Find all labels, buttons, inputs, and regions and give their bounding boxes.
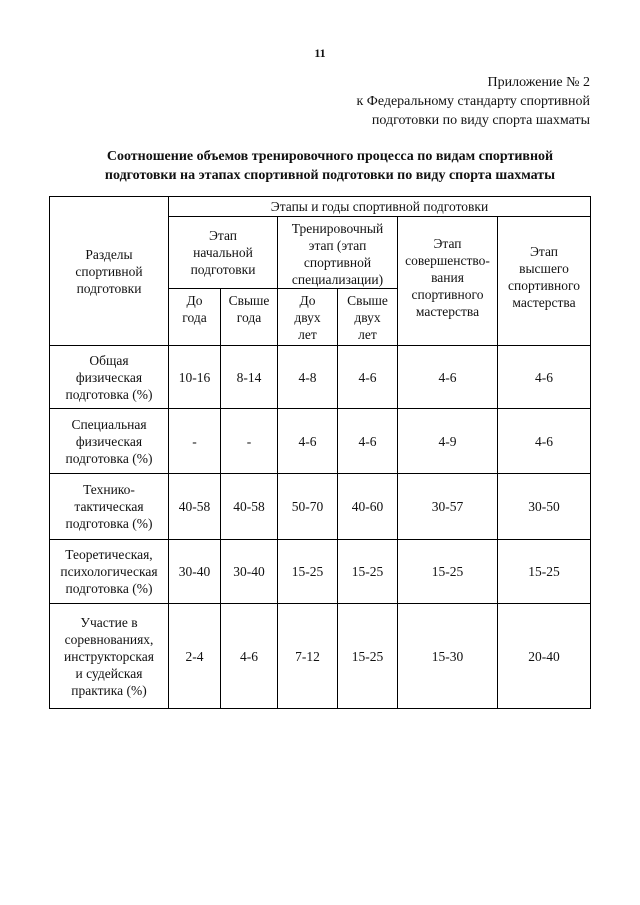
value-cell: 15-25 — [338, 540, 398, 604]
value-cell: 4-6 — [498, 409, 591, 474]
table-row — [50, 604, 591, 709]
header-line: этап (этап — [308, 238, 367, 253]
header-line: лет — [358, 327, 377, 342]
value-cell: 30-50 — [498, 474, 591, 540]
header-line: До — [186, 293, 203, 308]
row-label — [50, 540, 169, 604]
value-cell: 4-6 — [338, 346, 398, 409]
table-row — [50, 409, 591, 474]
appendix-line-1: Приложение № 2 — [487, 75, 590, 90]
header-line: вания — [431, 270, 464, 285]
label-line: психологическая — [60, 564, 158, 579]
appendix-reference — [356, 73, 590, 130]
label-line: подготовка (%) — [65, 386, 153, 402]
value-cell: 15-25 — [338, 604, 398, 709]
value-cell: 20-40 — [498, 604, 591, 709]
value-cell: 4-6 — [278, 409, 338, 474]
stage-improvement-header — [398, 217, 498, 346]
header-line: Этап — [433, 236, 462, 251]
stage-higher-header — [498, 217, 591, 346]
stage-initial-header — [169, 217, 278, 289]
table-row — [50, 346, 591, 409]
document-title — [50, 147, 610, 185]
label-line: инструкторская — [64, 648, 154, 664]
value-cell: 4-9 — [398, 409, 498, 474]
label-line: Специальная — [71, 416, 147, 432]
label-line: практика (%) — [71, 682, 147, 698]
value-cell: 30-40 — [169, 540, 221, 604]
header-line: спортивного — [411, 287, 484, 302]
value-cell: 40-60 — [338, 474, 398, 540]
label-line: Технико- — [83, 482, 135, 497]
header-line: совершенство- — [405, 253, 490, 268]
header-line: года — [236, 310, 262, 325]
header-line: спортивной — [303, 255, 372, 270]
header-line: Свыше — [228, 293, 270, 308]
header-line: года — [182, 310, 207, 325]
label-line: соревнованиях, — [64, 631, 154, 647]
value-cell: 15-25 — [278, 540, 338, 604]
header-line: начальной — [193, 245, 253, 260]
row-label — [50, 474, 169, 540]
page-number: 11 — [314, 46, 326, 60]
value-cell: 4-6 — [338, 409, 398, 474]
row-label — [50, 604, 169, 709]
stages-header-cell: Этапы и годы спортивной подготовки — [169, 197, 591, 217]
sub-header-over-year — [221, 289, 278, 346]
header-line: мастерства — [415, 304, 480, 319]
value-cell: 4-6 — [221, 604, 278, 709]
label-line: подготовка (%) — [65, 516, 153, 531]
header-line: Тренировочный — [291, 221, 384, 236]
value-cell: 4-6 — [498, 346, 591, 409]
section-header-line: подготовки — [76, 280, 142, 296]
label-line: физическая — [75, 369, 143, 385]
section-header-line: Разделы — [85, 246, 133, 262]
header-line: высшего — [519, 261, 569, 276]
training-volume-table — [49, 196, 591, 709]
header-line: подготовки — [190, 262, 256, 277]
label-line: и судейская — [75, 665, 143, 681]
appendix-line-2: к Федеральному стандарту спортивной — [356, 94, 590, 109]
value-cell: 15-25 — [398, 540, 498, 604]
header-line: До — [299, 293, 316, 308]
label-line: физическая — [75, 433, 143, 449]
value-cell: 40-58 — [169, 474, 221, 540]
value-cell: - — [221, 409, 278, 474]
section-header-line: спортивной — [75, 263, 143, 279]
header-line: Этап — [529, 244, 558, 259]
value-cell: 15-25 — [498, 540, 591, 604]
value-cell: 40-58 — [221, 474, 278, 540]
value-cell: 8-14 — [221, 346, 278, 409]
value-cell: - — [169, 409, 221, 474]
header-line: Этап — [208, 228, 237, 243]
header-line: двух — [354, 310, 381, 325]
sub-header-up-to-year — [169, 289, 221, 346]
row-label — [50, 346, 169, 409]
row-label — [50, 409, 169, 474]
appendix-line-3: подготовки по виду спорта шахматы — [371, 113, 590, 128]
label-line: Участие в — [80, 614, 138, 630]
table-row — [50, 474, 591, 540]
header-line: лет — [298, 327, 317, 342]
stage-training-header — [278, 217, 398, 289]
value-cell: 7-12 — [278, 604, 338, 709]
header-line: специализации) — [291, 272, 384, 287]
value-cell: 30-40 — [221, 540, 278, 604]
title-line-1: Соотношение объемов тренировочного процесса по видам спортивной — [106, 149, 554, 164]
value-cell: 4-6 — [398, 346, 498, 409]
value-cell: 10-16 — [169, 346, 221, 409]
sub-header-up-to-two-years — [278, 289, 338, 346]
value-cell: 15-30 — [398, 604, 498, 709]
section-header-cell — [50, 197, 169, 346]
header-line: двух — [294, 310, 321, 325]
header-line: Свыше — [347, 293, 388, 308]
value-cell: 4-8 — [278, 346, 338, 409]
header-line: мастерства — [512, 295, 576, 310]
title-line-2: подготовки на этапах спортивной подготовки по виду спорта шахматы — [104, 168, 556, 183]
header-line: спортивного — [508, 278, 580, 293]
label-line: тактическая — [74, 499, 144, 514]
label-line: подготовка (%) — [65, 450, 153, 466]
value-cell: 2-4 — [169, 604, 221, 709]
value-cell: 30-57 — [398, 474, 498, 540]
label-line: Теоретическая, — [65, 547, 153, 562]
value-cell: 50-70 — [278, 474, 338, 540]
label-line: подготовка (%) — [65, 581, 153, 596]
sub-header-over-two-years — [338, 289, 398, 346]
label-line: Общая — [89, 352, 129, 368]
table-row — [50, 540, 591, 604]
